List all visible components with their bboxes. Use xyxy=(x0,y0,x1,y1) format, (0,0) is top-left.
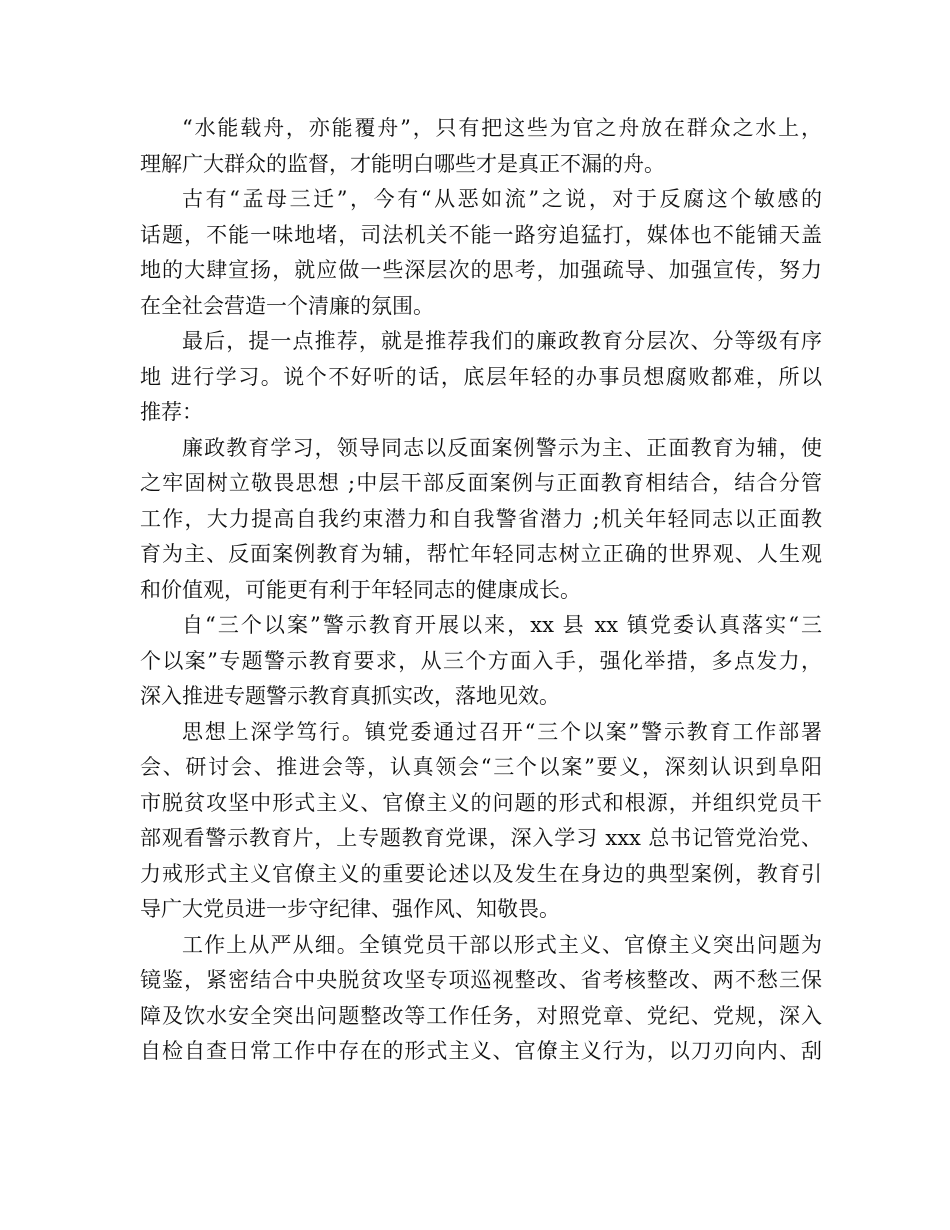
paragraph-line: 障及饮水安全突出问题整改等工作任务，对照党章、党纪、党规，深入 xyxy=(140,1003,822,1028)
paragraph-line: 育为主、反面案例教育为辅，帮忙年轻同志树立正确的世界观、人生观 xyxy=(140,542,822,566)
paragraph-line: 个以案”专题警示教育要求，从三个方面入手，强化举措，多点发力， xyxy=(140,648,822,673)
paragraph-line: 部观看警示教育片，上专题教育党课，深入学习 xxx 总书记管党治党、 xyxy=(140,826,822,850)
paragraph-line: 在全社会营造一个清廉的氛围。 xyxy=(140,293,434,318)
paragraph-line: 自检自查日常工作中存在的形式主义、官僚主义行为，以刀刃向内、刮 xyxy=(140,1039,822,1063)
paragraph-line: 地的大肆宣扬，就应做一些深层次的思考，加强疏导、加强宣传，努力 xyxy=(140,258,822,282)
paragraph-line: 工作，大力提高自我约束潜力和自我警省潜力 ;机关年轻同志以正面教 xyxy=(140,506,822,531)
paragraph-line: 思想上深学笃行。镇党委通过召开“三个以案”警示教育工作部署 xyxy=(182,719,822,744)
paragraph-line: 古有“孟母三迁”，今有“从恶如流”之说，对于反腐这个敏感的 xyxy=(182,187,822,211)
paragraph-line: 市脱贫攻坚中形式主义、官僚主义的问题的形式和根源，并组织党员干 xyxy=(140,790,822,815)
paragraph xyxy=(140,715,822,928)
paragraph-line: 地 进行学习。说个不好听的话，底层年轻的办事员想腐败都难，所以 xyxy=(140,364,822,389)
paragraph-line: 自“三个以案”警示教育开展以来，xx 县 xx 镇党委认真落实“三 xyxy=(182,613,822,637)
paragraph-line: 会、研讨会、推进会等，认真领会“三个以案”要义，深刻认识到阜阳 xyxy=(140,755,822,779)
paragraph-line: 镜鉴，紧密结合中央脱贫攻坚专项巡视整改、省考核整改、两不愁三保 xyxy=(140,968,822,992)
paragraph-line: 最后，提一点推荐，就是推荐我们的廉政教育分层次、分等级有序 xyxy=(182,329,822,353)
paragraph xyxy=(140,111,822,182)
paragraph xyxy=(140,608,822,715)
paragraph-line: 理解广大群众的监督，才能明白哪些才是真正不漏的舟。 xyxy=(140,151,665,176)
paragraph xyxy=(140,324,822,431)
paragraph xyxy=(140,928,822,1070)
paragraph-line: 话题，不能一味地堵，司法机关不能一路穷追猛打，媒体也不能铺天盖 xyxy=(140,222,822,247)
paragraph-line: 廉政教育学习，领导同志以反面案例警示为主、正面教育为辅，使 xyxy=(182,435,822,460)
paragraph-line: 力戒形式主义官僚主义的重要论述以及发生在身边的典型案例，教育引 xyxy=(140,861,822,886)
paragraph-line: 导广大党员进一步守纪律、强作风、知敬畏。 xyxy=(140,897,560,921)
paragraph-line: “水能载舟，亦能覆舟”，只有把这些为官之舟放在群众之水上， xyxy=(182,116,822,140)
paragraph-line: 深入推进专题警示教育真抓实改，落地见效。 xyxy=(140,684,560,708)
paragraph xyxy=(140,431,822,609)
paragraph-line: 工作上从严从细。全镇党员干部以形式主义、官僚主义突出问题为 xyxy=(182,932,822,957)
paragraph-line: 和价值观，可能更有利于年轻同志的健康成长。 xyxy=(140,577,581,602)
document-body xyxy=(140,111,822,1070)
paragraph-line: 推荐： xyxy=(140,400,203,424)
paragraph-line: 之牢固树立敬畏思想 ;中层干部反面案例与正面教育相结合，结合分管 xyxy=(140,471,822,495)
paragraph xyxy=(140,182,822,324)
